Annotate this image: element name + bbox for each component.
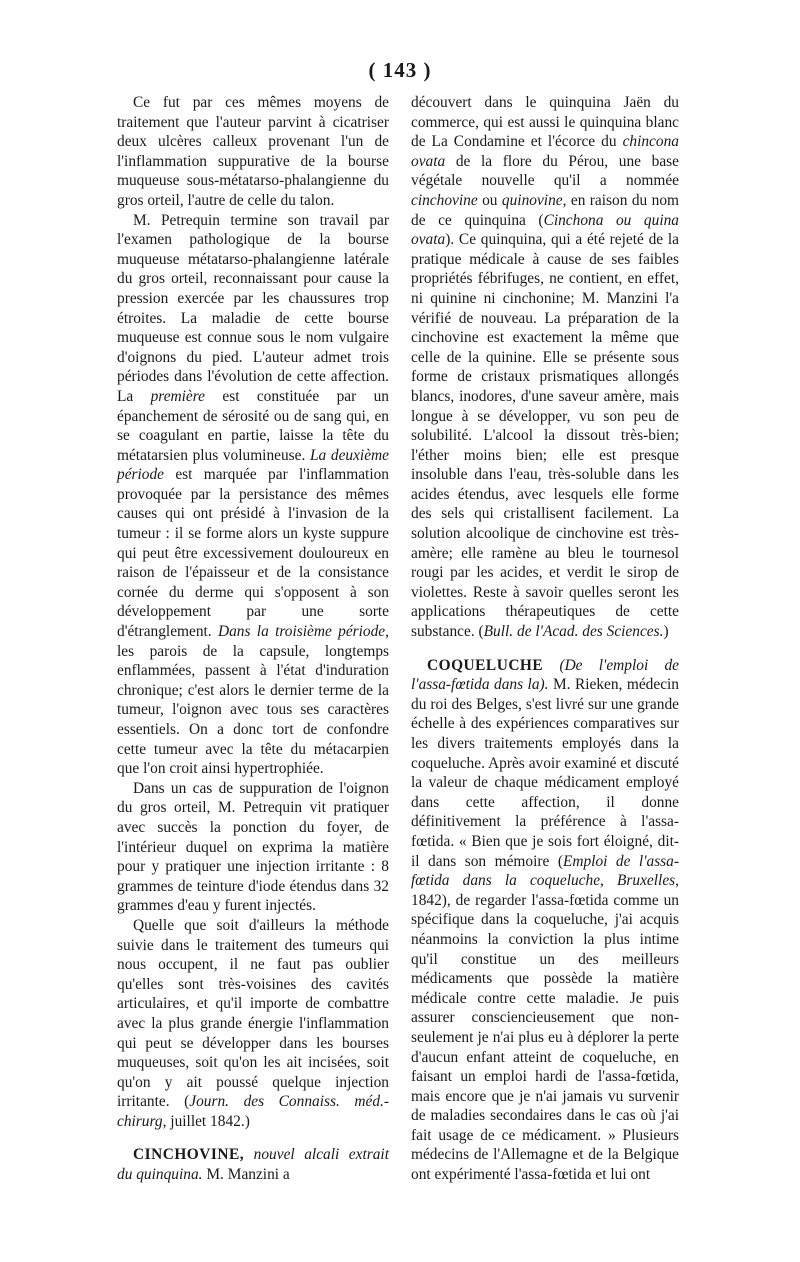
- text-run: , juillet 1842.): [162, 1112, 250, 1130]
- article-heading-cinchovine: CINCHOVINE,: [133, 1146, 245, 1164]
- text-run: de la flore du Pérou, une base végétale nouvelle qu'il a nommée: [411, 152, 679, 190]
- text-run: est constituée par un épanchement de sérosité ou de sang qui, en se coagulant en partie, laisse la tête du métatarsien plus volumineuse.: [117, 387, 389, 464]
- left-column: [117, 93, 389, 1185]
- text-run: Quelle que soit d'ailleurs la méthode suivie dans le traitement des tumeurs qui nous occupent, il ne faut pas oublier qu'elles sont très-voisines des cavités articulaires, et qu'il importe de combattre avec la plus grande énergie l'inflammation qui peut se développer dans les bourses muqueuses, soit qu'on les ait incisées, soit qu'on y ait poussé quelque injection irritante. (: [117, 916, 389, 1111]
- article-cinchovine-start: [117, 1145, 389, 1184]
- paragraph-suppuration-case: Dans un cas de suppuration de l'oignon du gros orteil, M. Petrequin vit pratiquer avec succès la ponction du foyer, de l'intérieur duquel on exprima la matière pour y pratiquer une injection irritante : 8 grammes de teinture d'iode étendus dans 32 grammes d'eau y furent injectés.: [117, 779, 389, 915]
- article-subtitle: nouvel alcali extrait du quinquina.: [117, 1146, 389, 1184]
- text-run: , 1842), de regarder l'assa-fœtida comme un spécifique dans la coqueluche, j'ai acquis néanmoins la conviction la plus intime qu'il constitue un des meilleurs médicaments que possède la matière médicale contre cette maladie. Je puis assurer consciencieusement que non-seulement je n'ai plus eu à déplorer la perte d'aucun enfant atteint de coqueluche, en faisant un emploi hardi de l'assa-fœtida, mais encore que je n'ai jamais vu survenir de maladies secondaires dans le cas où j'ai fait usage de ce médicament. » Plusieurs médecins de l'Allemagne et de la Belgique ont expérimenté l'assa-fœtida et lui ont: [411, 872, 679, 1184]
- paragraph-cinchovine-description: [411, 93, 679, 642]
- text-run: M. Petrequin termine son travail par l'examen pathologique de la bourse muqueuse métatarso-phalangienne latérale du gros orteil, reconnaissant pour cause la pression exercée par les chaussures trop étroites. La maladie de cette bourse muqueuse est connue sous le nom vulgaire d'oignons du pied. L'auteur admet trois périodes dans l'évolution de cette affection. La: [117, 211, 389, 405]
- italic-term: chincona ovata: [411, 133, 679, 170]
- italic-term: première: [150, 387, 206, 405]
- italic-term: Cinchona ou quina ovata: [411, 211, 679, 249]
- paragraph-treatment-method: [117, 916, 389, 1132]
- text-run: ou: [482, 191, 498, 209]
- text-run: M. Rieken, médecin du roi des Belges, s'est livré sur une grande échelle à des expériences comparatives sur les divers traitements employés dans la coqueluche. Après avoir examiné et discuté la valeur de chaque médicament employé dans cette affection, il donne définitivement la préférence à l'assa-fœtida. « Bien que je sois fort éloigné, dit-il dans son mémoire (: [411, 676, 679, 870]
- text-run: , en raison du nom de ce quinquina (: [411, 191, 679, 229]
- article-heading-coqueluche: COQUELUCHE: [427, 656, 544, 674]
- article-subtitle: (De l'emploi de l'assa-fœtida dans la).: [411, 656, 679, 694]
- italic-term: Dans la troisième période: [217, 623, 386, 641]
- citation-memoir: Emploi de l'assa-fœtida dans la coqueluche, Bruxelles: [411, 852, 679, 890]
- paragraph-petrequin-examination: [117, 211, 389, 779]
- italic-term: La deuxième période: [117, 446, 389, 484]
- italic-term: cinchovine: [411, 191, 478, 209]
- text-run: M. Manzini a: [206, 1166, 290, 1184]
- paragraph-ulcer-treatment: Ce fut par ces mêmes moyens de traitement que l'auteur parvint à cicatriser deux ulcères calleux provenant l'un de l'inflammation suppurative de la bourse muqueuse sous-métatarso-phalangienne du gros orteil, l'autre de celle du talon.: [117, 94, 389, 209]
- citation-bulletin: Bull. de l'Acad. des Sciences.: [483, 623, 664, 641]
- text-run: ). Ce quinquina, qui a été rejeté de la pratique médicale à cause de ses faibles propriétés fébrifuges, ne contient, en effet, ni quinine ni cinchonine; M. Manzini l'a vérifié de nouveau. La préparation de la cinchovine est exactement la même que celle de la quinine. Elle se présente sous forme de cristaux prismatiques allongés blancs, inodores, d'une saveur amère, mais longue à se développer, vu son peu de solubilité. L'alcool la dissout très-bien; l'éther moins bien; elle est presque insoluble dans l'eau, très-soluble dans les acides étendus, avec lesquels elle forme des sels qui cristallisent facilement. La solution alcoolique de cinchovine est très-amère; elle ramène au bleu le tournesol rougi par les acides, et verdit le sirop de violettes. Reste à savoir quelles seront les applications thérapeutiques de cette substance. (: [411, 231, 679, 641]
- right-column: [411, 93, 679, 1185]
- citation-journal: Journ. des Connaiss. méd.-chirurg: [117, 1093, 389, 1130]
- text-run: est marquée par l'inflammation provoquée par la persistance des mêmes causes qui ont présidé à l'invasion de la tumeur : il se forme alors un kyste suppure qui peut être excessivement douloureux en raison de l'épaisseur et de la consistance cornée du derme qui s'opposent à son développement par une sorte d'étranglement.: [117, 466, 389, 641]
- italic-term: quinovine: [501, 191, 563, 209]
- text-run: découvert dans le quinquina Jaën du commerce, qui est aussi le quinquina blanc de La Condamine et l'écorce du: [411, 94, 679, 151]
- text-run: , les parois de la capsule, longtemps enflammées, passent à l'état d'induration chronique; c'est alors le dernier terme de la tumeur, l'oignon avec tous ses caractères essentiels. On a donc tort de confondre cette tumeur avec la tête du métacarpien que l'on croit ainsi hypertrophiée.: [117, 623, 389, 778]
- text-run: ): [663, 623, 669, 641]
- article-coqueluche: [411, 656, 679, 1185]
- page-number: ( 143 ): [368, 58, 432, 82]
